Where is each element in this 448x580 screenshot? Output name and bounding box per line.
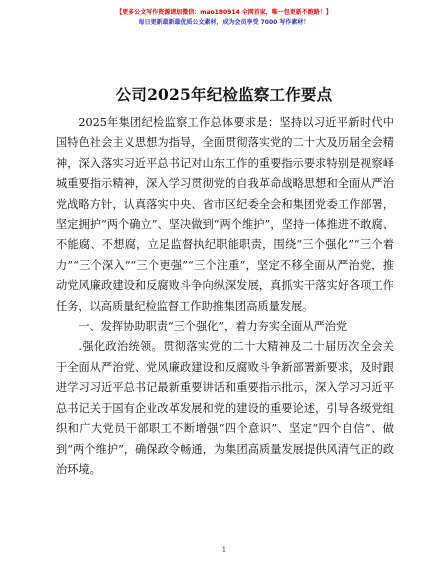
- document-title: 公司2025年纪检监察工作要点: [115, 85, 333, 104]
- page-number: 1: [221, 546, 227, 554]
- promo-banner-line-1: 【更多公文写作资源请加微信：mao180914 全网首家，唯一包更新不跑路！】: [116, 9, 332, 16]
- promo-banner-line-2: 每日更新最新最优质公文素材，成为会员享受 7000 写作素材！: [138, 19, 310, 26]
- section-heading: 一、发挥协助职责“三个强化”，着力夯实全面从严治党: [78, 320, 348, 334]
- intro-paragraph: 2025年集团纪检监察工作总体要求是：坚持以习近平新时代中国特色社会主义思想为指导，全面贯彻落实党的二十大及历届全会精神，深入落实习近平总书记对山东工作的重要指示要求特别是视察峄城重要指示精神，深入学习贯彻党的自我革命战略思想和全面从严治党战略方针，认真落实中央、省市区纪委全会和集团党委工作部署，坚定拥护“两个确立”、坚决做到“两个维护”，坚持一体推进不敢腐、不能腐、不想腐，立足监督执纪职能职责，围绕“三个强化”“三个着力”“三个深入”“三个更强”“三个注重”，坚定不移全面从严治党，推动党风廉政建设和反腐败斗争向纵深发展，真抓实干落实好各项工作任务，以高质量纪检监督工作助推集团高质量发展。: [56, 116, 394, 313]
- promo-banner: [0, 8, 448, 28]
- document-body: [56, 113, 394, 480]
- section-paragraph: .强化政治统领。贯彻落实党的二十大精神及二十届历次全会关于全面从严治党、党风廉政建设和反腐败斗争新部署新要求，及时跟进学习习近平总书记最新重要讲话和重要指示批示，深入学习习近平总书记关于国有企业改革发展和党的建设的重要论述，引导各级党组织和广大党员干部职工不断增强“四个意识”、坚定“四个自信”、做到“两个维护”，确保政令畅通，为集团高质量发展提供风清气正的政治环境。: [56, 340, 394, 476]
